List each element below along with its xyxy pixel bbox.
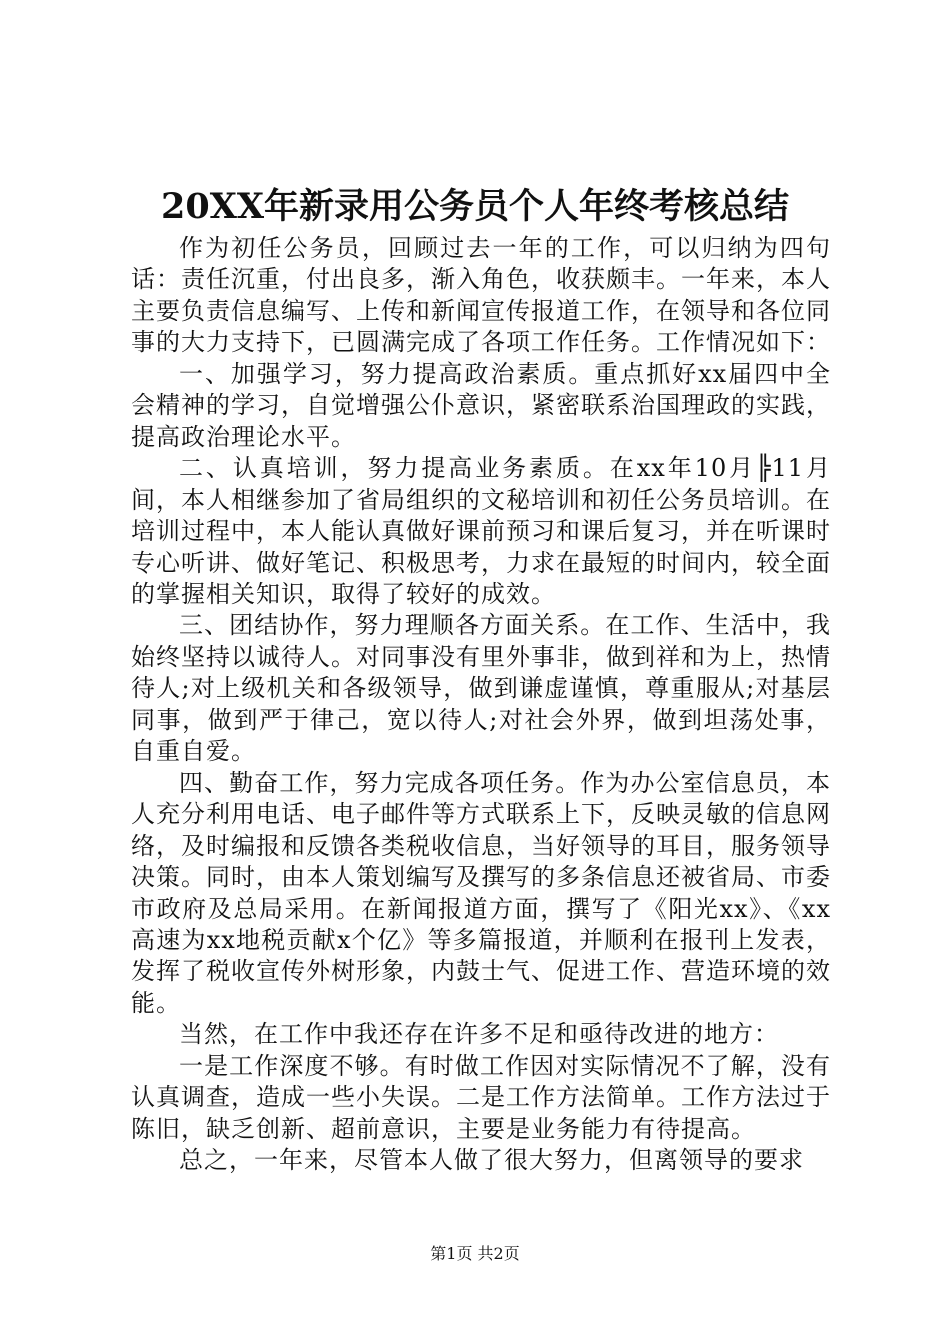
document-title: 20XX年新录用公务员个人年终考核总结 (160, 186, 790, 227)
paragraph-shortcomings: 一是工作深度不够。有时做工作因对实际情况不了解，没有认真调查，造成一些小失误。二是工作方法简单。工作方法过于陈旧，缺乏创新、超前意识，主要是业务能力有待提高。 (131, 1051, 831, 1143)
paragraph-work: 四、勤奋工作，努力完成各项任务。作为办公室信息员，本人充分利用电话、电子邮件等方式联系上下，反映灵敏的信息网络，及时编报和反馈各类税收信息，当好领导的耳目，服务领导决策。同时，由本人策划编写及撰写的多条信息还被省局、市委市政府及总局采用。在新闻报道方面，撰写了《阳光xx》、《xx高速为xx地税贡献x个亿》等多篇报道，并顺利在报刊上发表，发挥了税收宣传外树形象，内鼓士气、促进工作、营造环境的效能。 (131, 768, 831, 1017)
page-number-footer: 第1页 共2页 (430, 1244, 520, 1263)
paragraph-intro: 作为初任公务员，回顾过去一年的工作，可以归纳为四句话：责任沉重，付出良多，渐入角色，收获颇丰。一年来，本人主要负责信息编写、上传和新闻宣传报道工作，在领导和各位同事的大力支持下，已圆满完成了各项工作任务。工作情况如下： (131, 234, 831, 357)
paragraph-summary: 总之，一年来，尽管本人做了很大努力，但离领导的要求 (179, 1146, 804, 1175)
paragraph-cooperation: 三、团结协作，努力理顺各方面关系。在工作、生活中，我始终坚持以诚待人。对同事没有里外事非，做到祥和为上，热情待人;对上级机关和各级领导，做到谦虚谨慎，尊重服从;对基层同事，做到严于律己，宽以待人;对社会外界，做到坦荡处事，自重自爱。 (131, 611, 831, 766)
paragraph-training: 二、认真培训，努力提高业务素质。在xx年10月╠11月间，本人相继参加了省局组织的文秘培训和初任公务员培训。在培训过程中，本人能认真做好课前预习和课后复习，并在听课时专心听讲、做好笔记、积极思考，力求在最短的时间内，较全面的掌握相关知识，取得了较好的成效。 (131, 454, 831, 608)
paragraph-study: 一、加强学习，努力提高政治素质。重点抓好xx届四中全会精神的学习，自觉增强公仆意识，紧密联系治国理政的实践，提高政治理论水平。 (131, 359, 831, 451)
paragraph-shortcomings-intro: 当然，在工作中我还存在许多不足和亟待改进的地方： (179, 1020, 779, 1049)
document-body (131, 233, 831, 1177)
